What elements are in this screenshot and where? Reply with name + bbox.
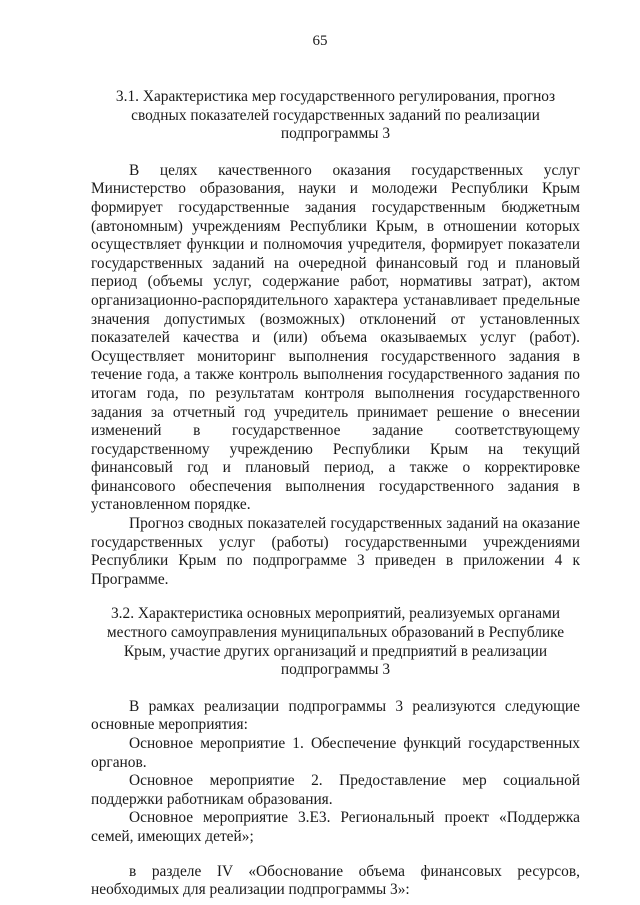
section-heading-3-2: 3.2. Характеристика основных мероприятий, реализуемых органами местного самоуправления муниципальных образований в Республике Крым, участие других организаций и предприятий в реализации подпрограммы 3 — [106, 605, 565, 679]
section-3-2-intro: В рамках реализации подпрограммы 3 реализуются следующие основные мероприятия: — [91, 697, 580, 734]
main-activity-item-1: Основное мероприятие 1. Обеспечение функций государственных органов. — [91, 735, 580, 771]
section-3-2-closing: в разделе IV «Обоснование объема финансовых ресурсов, необходимых для реализации подпрограммы 3»: — [91, 862, 580, 899]
section-3-1-paragraph-1: В целях качественного оказания государственных услуг Министерство образования, науки и молодежи Республики Крым формирует государственные задания государственным бюджетным (автономным) учреждениям Республики Крым, в отношении которых осуществляет функции и полномочия учредителя, формирует показатели государственных заданий на очередной финансовый год и плановый период (объемы услуг, содержание работ, нормативы затрат), актом организационно-распорядительного характера устанавливает предельные значения допустимых (возможных) отклонений от установленных показателей качества и (или) объема оказываемых услуг (работ). Осуществляет мониторинг выполнения государственного задания в течение года, а также контроль выполнения государственного задания по итогам года, по результатам контроля выполнения государственного задания за отчетный год учредитель принимает решение о внесении изменений в государственное задание соответствующему государственному учреждению Республики Крым на текущий финансовый год и плановый период, а также о корректировке финансового обеспечения выполнения государственного задания в установленном порядке. — [91, 161, 580, 514]
page-number: 65 — [312, 33, 328, 49]
main-activity-item-3: Основное мероприятие 3.Е3. Региональный проект «Поддержка семей, имеющих детей»; — [91, 809, 580, 845]
main-activity-item-2: Основное мероприятие 2. Предоставление мер социальной поддержки работникам образования. — [91, 772, 580, 808]
section-heading-3-1: 3.1. Характеристика мер государственного регулирования, прогноз сводных показателей государственных заданий по реализации подпрограммы 3 — [115, 88, 556, 143]
document-body — [91, 88, 580, 900]
section-3-1-paragraph-2: Прогноз сводных показателей государственных заданий на оказание государственных услуг (работы) государственными учреждениями Республики Крым по подпрограмме 3 приведен в приложении 4 к Программе. — [91, 515, 580, 588]
paragraph-spacer — [91, 847, 580, 863]
